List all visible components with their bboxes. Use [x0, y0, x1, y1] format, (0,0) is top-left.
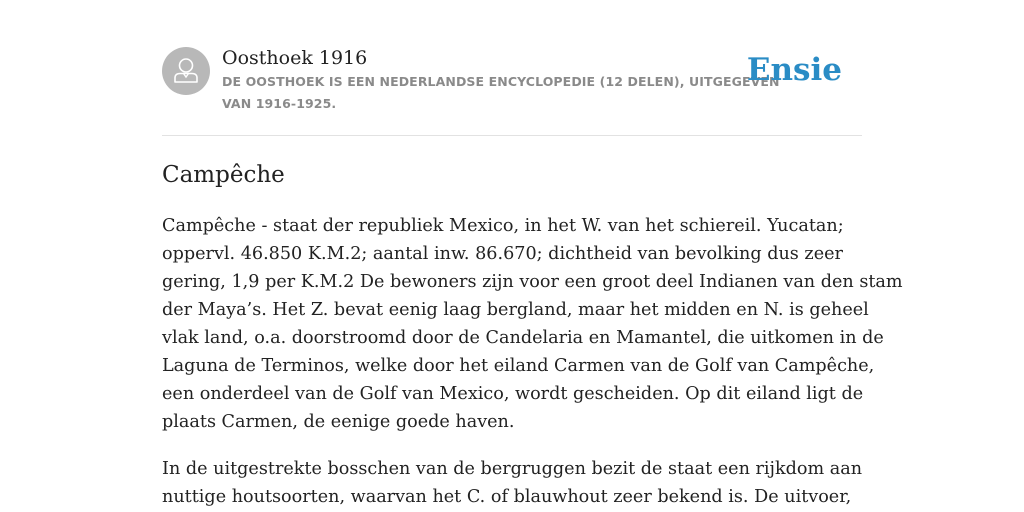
- avatar[interactable]: [162, 47, 210, 95]
- paragraph-line: vlak land, o.a. doorstroomd door de Candelaria en Mamantel, die uitkomen in de: [162, 328, 884, 348]
- article-paragraph: [162, 455, 862, 511]
- paragraph-line: gering, 1,9 per K.M.2 De bewoners zijn voor een groot deel Indianen van den stam: [162, 272, 903, 292]
- article-paragraph: [162, 212, 903, 436]
- article-body: [162, 212, 903, 512]
- paragraph-line: oppervl. 46.850 K.M.2; aantal inw. 86.670; dichtheid van bevolking dus zeer: [162, 244, 843, 264]
- article-title: Campêche: [162, 162, 285, 188]
- paragraph-line: In de uitgestrekte bosschen van de bergruggen bezit de staat een rijkdom aan: [162, 459, 863, 479]
- paragraph-line: een onderdeel van de Golf van Mexico, wordt gescheiden. Op dit eiland ligt de: [162, 384, 864, 404]
- paragraph-line: plaats Carmen, de eenige goede haven.: [162, 412, 515, 432]
- ensie-logo[interactable]: Ensie: [746, 52, 842, 88]
- source-description-line: VAN 1916-1925.: [222, 96, 337, 111]
- paragraph-line: der Maya’s. Het Z. bevat eenig laag bergland, maar het midden en N. is geheel: [162, 300, 869, 320]
- source-header: [162, 46, 862, 136]
- source-description-line: DE OOSTHOEK IS EEN NEDERLANDSE ENCYCLOPEDIE (12 DELEN), UITGEGEVEN: [222, 74, 780, 89]
- paragraph-line: nuttige houtsoorten, waarvan het C. of blauwhout zeer bekend is. De uitvoer,: [162, 487, 852, 507]
- source-description: [222, 71, 780, 115]
- paragraph-line: Laguna de Terminos, welke door het eiland Carmen van de Golf van Campêche,: [162, 356, 875, 376]
- person-icon: [162, 47, 210, 95]
- source-title[interactable]: Oosthoek 1916: [222, 47, 368, 69]
- header-divider: [162, 135, 862, 136]
- paragraph-line: Campêche - staat der republiek Mexico, in het W. van het schiereil. Yucatan;: [162, 216, 844, 236]
- source-info: [222, 46, 780, 115]
